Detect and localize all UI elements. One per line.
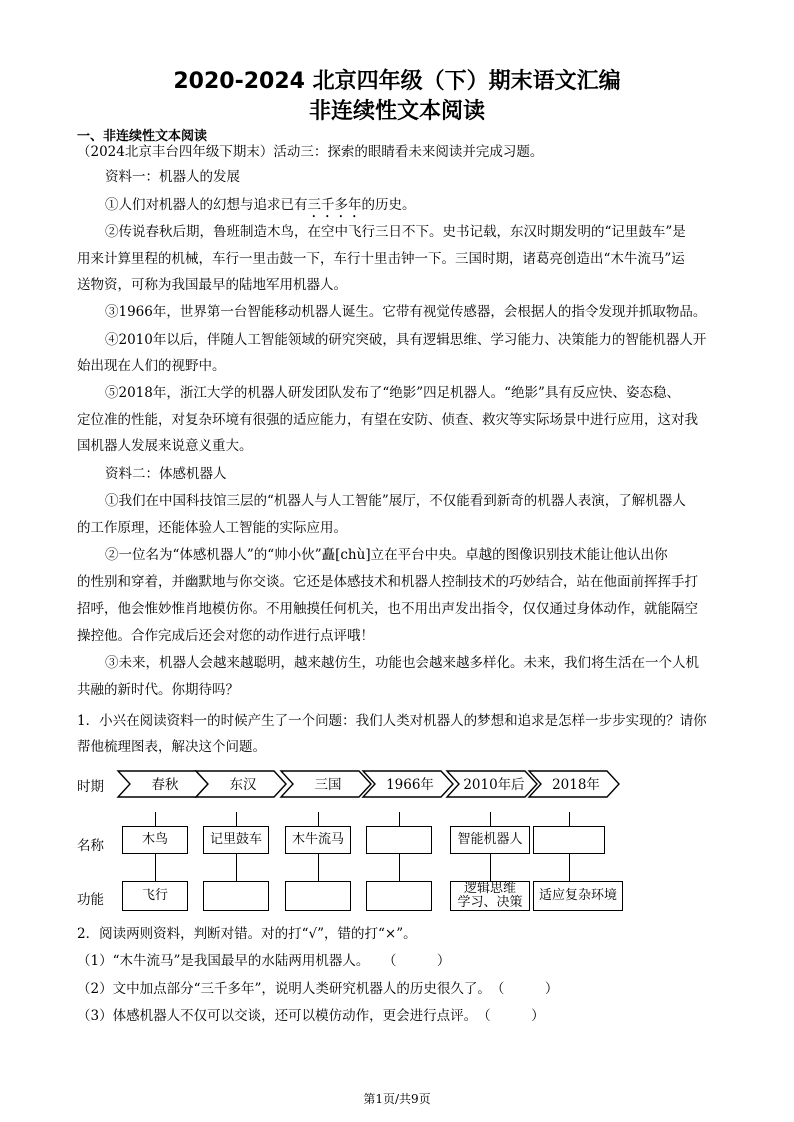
material1-p3: ③1966年，世界第一台智能移动机器人诞生。它带有视觉传感器，会根据人的指令发现并抓取物品。 [105, 304, 707, 320]
question1-line2: 帮他梳理图表，解决这个问题。 [77, 739, 266, 755]
connector-line [318, 812, 319, 826]
name-box: 智能机器人 [450, 826, 530, 854]
connector-line [236, 854, 237, 881]
page-footer: 第1页/共9页 [363, 1092, 431, 1106]
material1-p2-line2: 用来计算里程的机械，车行一里击鼓一下，车行十里击钟一下。三国时期，诸葛亮创造出“木牛流马”运 [77, 251, 685, 267]
row-label-name: 名称 [77, 838, 104, 854]
function-box [450, 881, 530, 911]
function-text: 适应复杂环境 [538, 888, 617, 903]
section-heading: 一、非连续性文本阅读 [77, 129, 208, 144]
question2-item1: （1）“木牛流马”是我国最早的水陆两用机器人。 （ ） [77, 953, 451, 969]
function-box [285, 881, 351, 911]
material1-p4-line1: ④2010年以后，伴随人工智能领域的研究突破，具有逻辑思维、学习能力、决策能力的智能机器人开 [105, 332, 707, 348]
connector-line [569, 854, 570, 881]
function-text: 学习、决策 [457, 895, 523, 910]
intro-line: （2024北京丰台四年级下期末）活动三：探索的眼睛看未来阅读并完成习题。 [77, 144, 544, 160]
timeline-period-label: 三国 [314, 777, 342, 793]
timeline-period-label: 2018年 [552, 777, 600, 793]
function-box [122, 881, 188, 911]
timeline-period-label: 春秋 [151, 777, 179, 793]
question2-item2: （2）文中加点部分“三千多年”，说明人类研究机器人的历史很久了。 （ ） [77, 981, 559, 997]
connector-line [155, 854, 156, 881]
material2-heading: 资料二：体感机器人 [105, 466, 227, 482]
material2-p2-line3: 招呼，他会惟妙惟肖地模仿你。不用触摸任何机关，也不用出声发出指令，仅仅通过身体动作，就能隔空 [77, 601, 698, 617]
name-box [366, 826, 432, 854]
material1-p2-line1: ②传说春秋后期，鲁班制造木鸟，在空中飞行三日不下。史书记载，东汉时期发明的“记里鼓车”是 [105, 224, 686, 240]
material1-p1-after: 的历史。 [361, 197, 416, 213]
page-subtitle: 非连续性文本阅读 [308, 99, 485, 124]
connector-line [399, 812, 400, 826]
material1-p2-line3: 送物资，可称为我国最早的陆地军用机器人。 [77, 277, 347, 293]
connector-line [569, 812, 570, 826]
material1-p5-line3: 国机器人发展来说意义重大。 [77, 438, 253, 454]
material2-p2-line4: 操控他。合作完成后还会对您的动作进行点评哦！ [77, 628, 374, 644]
function-text: 逻辑思维 [463, 881, 516, 896]
material1-p5-line1: ⑤2018年，浙江大学的机器人研发团队发布了“绝影”四足机器人。“绝影”具有反应快、姿态稳、 [105, 385, 680, 401]
material2-p2-line1: ②一位名为“体感机器人”的“帅小伙”矗[chù]立在平台中央。卓越的图像识别技术能让他认出你 [105, 547, 668, 563]
material1-p4-line2: 始出现在人们的视野中。 [77, 358, 226, 374]
name-box: 记里鼓车 [203, 826, 269, 854]
page-title: 2020-2024 北京四年级（下）期末语文汇编 [173, 69, 621, 94]
connector-line [490, 854, 491, 881]
material1-heading: 资料一：机器人的发展 [105, 169, 240, 185]
function-box [533, 881, 623, 911]
material1-p1-emphasis: 三千多年 [307, 197, 362, 213]
connector-line [318, 854, 319, 881]
row-label-function: 功能 [77, 892, 104, 908]
material2-p1-line1: ①我们在中国科技馆三层的“机器人与人工智能”展厅，不仅能看到新奇的机器人表演，了解机器人 [105, 493, 686, 509]
connector-line [155, 812, 156, 826]
material2-p1-line2: 的工作原理，还能体验人工智能的实际应用。 [77, 520, 347, 536]
function-text: 飞行 [141, 888, 168, 903]
connector-line [236, 812, 237, 826]
name-box: 木鸟 [122, 826, 188, 854]
material1-p5-line2: 定位准的性能，对复杂环境有很强的适应能力，有望在安防、侦查、救灾等实际场景中进行应用，这对我 [77, 412, 698, 428]
function-box [203, 881, 269, 911]
name-box: 木牛流马 [285, 826, 351, 854]
connector-line [399, 854, 400, 881]
function-box [366, 881, 432, 911]
timeline-period-label: 东汉 [229, 777, 257, 793]
material2-p2-line2: 的性别和穿着，并幽默地与你交谈。它还是体感技术和机器人控制技术的巧妙结合，站在他面前挥挥手打 [77, 574, 698, 590]
question1-line1: 1．小兴在阅读资料一的时候产生了一个问题：我们人类对机器人的梦想和追求是怎样一步步实现的？请你 [77, 713, 707, 729]
question2-stem: 2．阅读两则资料，判断对错。对的打“√”，错的打“×”。 [77, 926, 417, 942]
row-label-period: 时期 [77, 779, 104, 795]
connector-line [490, 812, 491, 826]
question2-item3: （3）体感机器人不仅可以交谈，还可以模仿动作，更会进行点评。 （ ） [77, 1008, 545, 1024]
name-box [533, 826, 605, 854]
material2-p3-line1: ③未来，机器人会越来越聪明，越来越仿生，功能也会越来越多样化。未来，我们将生活在一个人机 [105, 655, 699, 671]
material1-p1-before: ①人们对机器人的幻想与追求已有 [105, 197, 308, 213]
timeline-period-label: 2010年后 [463, 777, 525, 793]
material2-p3-line2: 共融的新时代。你期待吗？ [77, 682, 239, 698]
timeline-period-label: 1966年 [386, 777, 434, 793]
